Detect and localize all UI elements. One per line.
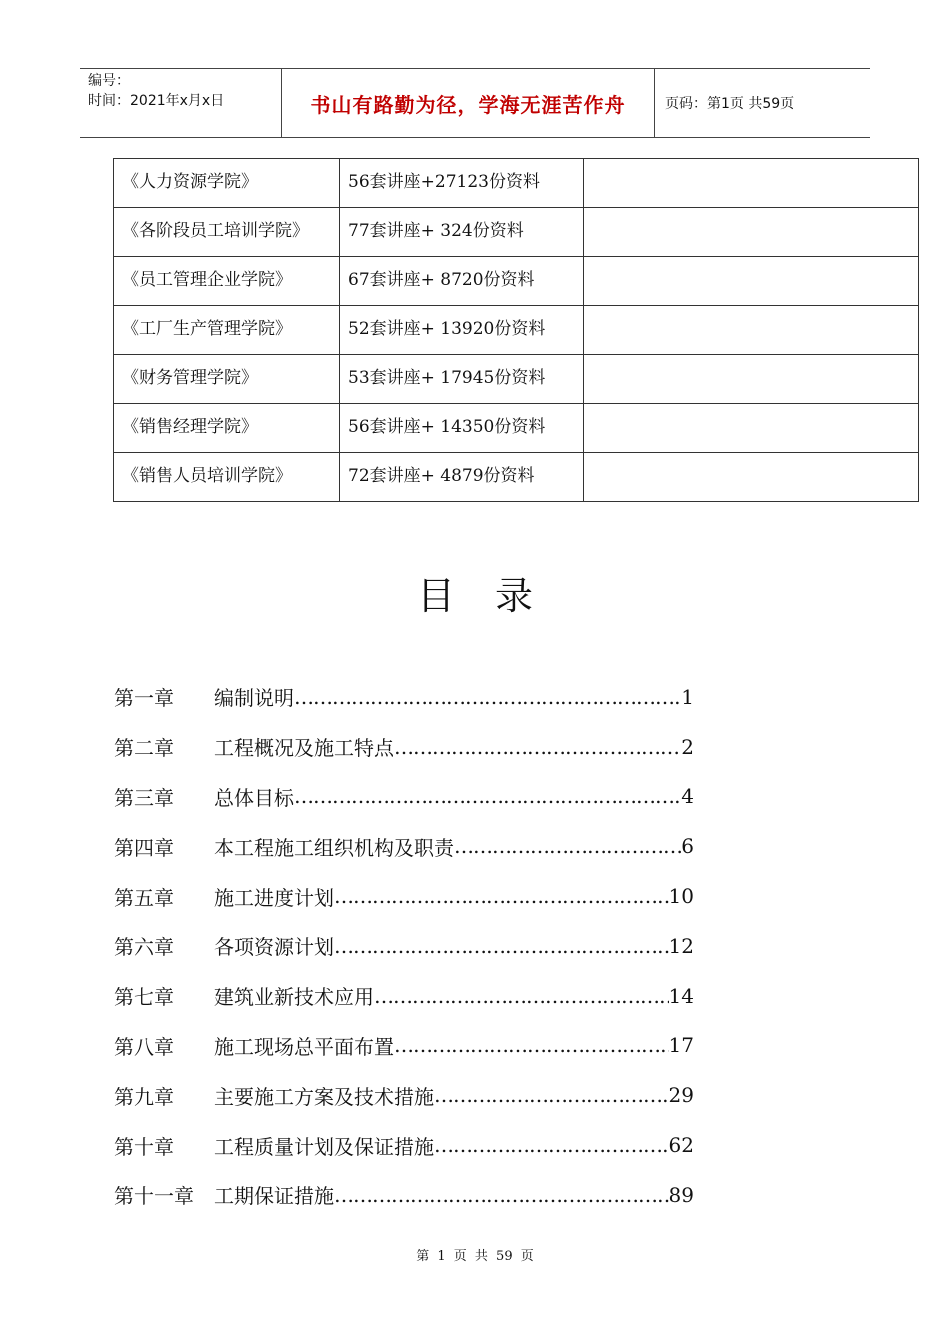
toc-chapter: 第二章 [114, 736, 174, 761]
table-row [114, 257, 919, 306]
resource-extra [584, 453, 919, 502]
toc-entry[interactable] [114, 722, 694, 772]
resource-extra [584, 208, 919, 257]
toc-entry[interactable] [114, 1021, 694, 1071]
resource-detail: 56套讲座+ 14350份资料 [340, 404, 584, 453]
toc-chapter: 第八章 [114, 1034, 174, 1059]
toc-page: 4 [681, 784, 694, 809]
toc-text: 主要施工方案及技术措施 [214, 1084, 434, 1109]
resource-detail: 72套讲座+ 4879份资料 [340, 453, 584, 502]
toc-text: 各项资源计划 [214, 935, 334, 960]
resource-detail: 56套讲座+27123份资料 [340, 159, 584, 208]
table-row [114, 404, 919, 453]
table-row [114, 306, 919, 355]
toc-text: 建筑业新技术应用 [214, 985, 374, 1010]
resource-name: 《各阶段员工培训学院》 [114, 208, 340, 257]
resource-name: 《人力资源学院》 [114, 159, 340, 208]
toc-chapter: 第一章 [114, 686, 174, 711]
toc-text: 施工进度计划 [214, 885, 334, 910]
resource-extra [584, 306, 919, 355]
toc-text: 施工现场总平面布置 [214, 1034, 394, 1059]
toc-page: 14 [668, 983, 694, 1008]
toc-leader [434, 1133, 669, 1157]
toc-entry[interactable] [114, 772, 694, 822]
toc-entry[interactable] [114, 1170, 694, 1220]
toc-chapter: 第十章 [114, 1134, 174, 1159]
table-row [114, 355, 919, 404]
resource-name: 《员工管理企业学院》 [114, 257, 340, 306]
toc-entry[interactable] [114, 971, 694, 1021]
toc-page: 12 [668, 933, 694, 958]
toc-leader [334, 934, 669, 958]
header-page-info: 页码：第1页 共59页 [665, 96, 795, 112]
header-meta [80, 69, 282, 137]
resource-detail: 53套讲座+ 17945份资料 [340, 355, 584, 404]
toc-leader [394, 735, 681, 759]
toc-text: 总体目标 [214, 785, 294, 810]
toc-page: 29 [668, 1083, 694, 1108]
toc-page: 62 [668, 1133, 694, 1158]
toc-leader [434, 1083, 669, 1107]
toc-leader [294, 685, 681, 709]
toc-text: 编制说明 [214, 686, 294, 711]
toc-text: 本工程施工组织机构及职责 [214, 835, 454, 860]
page-footer: 第 1 页 共 59 页 [416, 1249, 534, 1264]
toc-page: 10 [668, 884, 694, 909]
page-header [80, 68, 870, 138]
toc-entry[interactable] [114, 921, 694, 971]
toc-chapter: 第四章 [114, 835, 174, 860]
toc-leader [334, 884, 669, 908]
resource-name: 《财务管理学院》 [114, 355, 340, 404]
toc-leader [374, 984, 669, 1008]
resource-detail: 52套讲座+ 13920份资料 [340, 306, 584, 355]
resource-name: 《工厂生产管理学院》 [114, 306, 340, 355]
toc-text: 工期保证措施 [214, 1184, 334, 1209]
toc-entry[interactable] [114, 1070, 694, 1120]
resource-name: 《销售人员培训学院》 [114, 453, 340, 502]
table-row [114, 159, 919, 208]
toc-page: 2 [681, 734, 694, 759]
table-row [114, 453, 919, 502]
header-motto: 书山有路勤为径，学海无涯苦作舟 [282, 69, 655, 137]
toc-chapter: 第三章 [114, 785, 174, 810]
toc-title: 目录 [416, 574, 573, 618]
number-label: 编号： [88, 73, 130, 89]
resource-table [113, 158, 919, 502]
toc-page: 17 [668, 1033, 694, 1058]
toc-entry[interactable] [114, 1120, 694, 1170]
time-label: 时间：2021年x月x日 [88, 93, 225, 109]
toc-chapter: 第十一章 [114, 1184, 194, 1209]
toc-leader [394, 1033, 669, 1057]
resource-extra [584, 404, 919, 453]
toc-text: 工程概况及施工特点 [214, 736, 394, 761]
table-row [114, 208, 919, 257]
toc-leader [334, 1183, 669, 1207]
toc-chapter: 第七章 [114, 985, 174, 1010]
toc-chapter: 第九章 [114, 1084, 174, 1109]
resource-extra [584, 257, 919, 306]
resource-detail: 67套讲座+ 8720份资料 [340, 257, 584, 306]
toc-page: 89 [668, 1182, 694, 1207]
toc-chapter: 第五章 [114, 885, 174, 910]
toc-entry[interactable] [114, 672, 694, 722]
toc-leader [454, 834, 681, 858]
toc-entry[interactable] [114, 871, 694, 921]
toc-text: 工程质量计划及保证措施 [214, 1134, 434, 1159]
toc-leader [294, 784, 681, 808]
resource-extra [584, 159, 919, 208]
table-of-contents [114, 672, 694, 1220]
resource-detail: 77套讲座+ 324份资料 [340, 208, 584, 257]
resource-extra [584, 355, 919, 404]
toc-page: 6 [681, 834, 694, 859]
resource-name: 《销售经理学院》 [114, 404, 340, 453]
toc-entry[interactable] [114, 821, 694, 871]
toc-page: 1 [681, 684, 694, 709]
toc-chapter: 第六章 [114, 935, 174, 960]
